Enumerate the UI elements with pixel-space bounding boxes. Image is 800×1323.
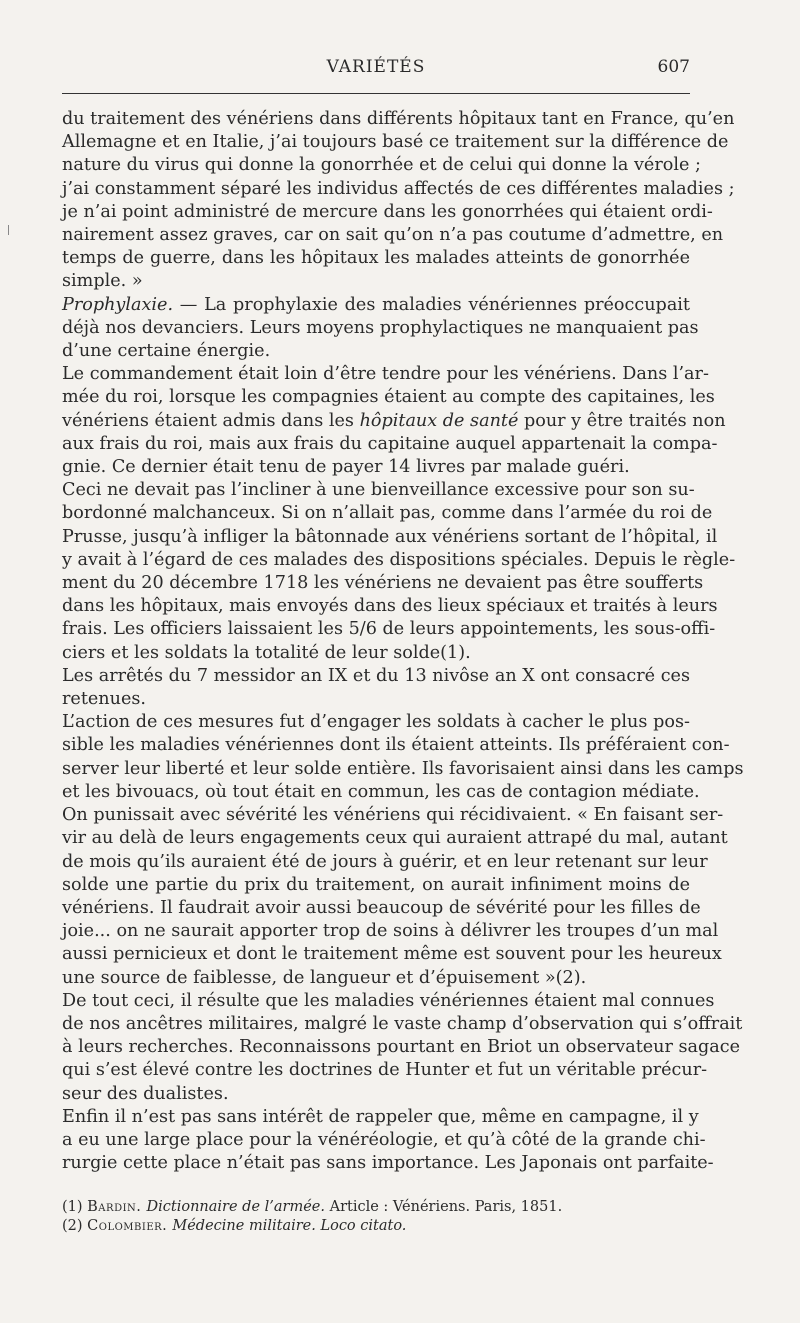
text-line: solde une partie du prix du traitement, on aurait infiniment moins de <box>62 874 690 895</box>
text-line: d’une certaine énergie. <box>62 341 271 362</box>
text-line: retenues. <box>62 689 146 710</box>
footnote-number: (2) <box>62 1218 88 1234</box>
text-line: une source de faiblesse, de langueur et d’épuisement »(2). <box>62 967 587 988</box>
text-line: On punissait avec sévérité les vénériens qui récidivaient. « En faisant ser- <box>62 805 724 826</box>
text-line: gnie. Ce dernier était tenu de payer 14 livres par malade guéri. <box>62 457 630 478</box>
text-line: nature du virus qui donne la gonorrhée et de celui qui donne la vérole ; <box>62 155 701 176</box>
footnote <box>62 1217 690 1236</box>
margin-mark <box>8 225 11 235</box>
text-line: simple. » <box>62 271 143 292</box>
text-line: y avait à l’égard de ces malades des dispositions spéciales. Depuis le règle- <box>62 549 736 570</box>
text-line <box>62 294 690 317</box>
text-line: Enfin il n’est pas sans intérêt de rappeler que, même en campagne, il y <box>62 1106 699 1127</box>
text-line: dans les hôpitaux, mais envoyés dans des lieux spéciaux et traités à leurs <box>62 596 718 617</box>
footnote-author: Colombier. <box>87 1218 173 1234</box>
text-line: déjà nos devanciers. Leurs moyens prophylactiques ne manquaient pas <box>62 317 699 338</box>
text-line: j’ai constamment séparé les individus affectés de ces différentes maladies ; <box>62 178 735 199</box>
text-line: à leurs recherches. Reconnaissons pourtant en Briot un observateur sagace <box>62 1037 741 1058</box>
body-text <box>62 108 744 1175</box>
text-line: server leur liberté et leur solde entière. Ils favorisaient ainsi dans les camps <box>62 758 744 779</box>
text-line: frais. Les officiers laissaient les 5/6 de leurs appointements, les sous-offi- <box>62 619 716 640</box>
text-line: De tout ceci, il résulte que les maladies vénériennes étaient mal connues <box>62 990 715 1011</box>
footnote-number: (1) <box>62 1199 88 1215</box>
text-line: je n’ai point administré de mercure dans les gonorrhées qui étaient ordi- <box>62 201 713 222</box>
text-line: et les bivouacs, où tout était en commun, les cas de contagion médiate. <box>62 781 700 802</box>
section-label-prophylaxie: Prophylaxie. <box>62 294 174 315</box>
text-line: du traitement des vénériens dans différents hôpitaux tant en France, qu’en <box>62 109 735 129</box>
text-line: Allemagne et en Italie, j’ai toujours basé ce traitement sur la différence de <box>62 132 729 153</box>
text-line: nairement assez graves, car on sait qu’on n’a pas coutume d’admettre, en <box>62 225 724 246</box>
text-line: Les arrêtés du 7 messidor an IX et du 13 nivôse an X ont consacré ces <box>62 665 690 686</box>
text-line: rurgie cette place n’était pas sans importance. Les Japonais ont parfaite- <box>62 1153 714 1174</box>
running-head <box>62 55 690 85</box>
italic-term: hôpitaux de santé <box>359 410 519 431</box>
text-line: mée du roi, lorsque les compagnies étaient au compte des capitaines, les <box>62 387 715 408</box>
footnote-author: Bardin. <box>87 1199 147 1215</box>
text-line: a eu une large place pour la vénéréologie, et qu’à côté de la grande chi- <box>62 1129 706 1150</box>
text-line: temps de guerre, dans les hôpitaux les malades atteints de gonorrhée <box>62 248 690 269</box>
text-fragment: — La prophylaxie des maladies vénériennes préoccupait <box>173 294 690 315</box>
text-line: sible les maladies vénériennes dont ils étaient atteints. Ils préféraient con- <box>62 735 730 756</box>
text-line: joie... on ne saurait apporter trop de soins à délivrer les troupes d’un mal <box>62 921 719 942</box>
footnote <box>62 1198 690 1217</box>
running-title: VARIÉTÉS <box>326 57 426 77</box>
text-line: vénériens. Il faudrait avoir aussi beaucoup de sévérité pour les filles de <box>62 897 701 918</box>
text-line: aux frais du roi, mais aux frais du capitaine auquel appartenait la compa- <box>62 433 718 454</box>
text-line: de nos ancêtres militaires, malgré le vaste champ d’observation qui s’offrait <box>62 1013 743 1034</box>
footnote-work: Médecine militaire. Loco citato. <box>172 1218 407 1234</box>
text-line: Prusse, jusqu’à infliger la bâtonnade aux vénériens sortant de l’hôpital, il <box>62 526 718 547</box>
text-line: aussi pernicieux et dont le traitement même est souvent pour les heureux <box>62 944 722 965</box>
text-fragment: pour y être traités non <box>518 410 726 431</box>
footnote-rest: Article : Vénériens. Paris, 1851. <box>329 1199 563 1215</box>
text-line: Ceci ne devait pas l’incliner à une bienveillance excessive pour son su- <box>62 480 695 501</box>
text-line: ciers et les soldats la totalité de leur solde(1). <box>62 642 471 663</box>
text-line: ment du 20 décembre 1718 les vénériens ne devaient pas être soufferts <box>62 573 704 594</box>
text-line: de mois qu’ils auraient été de jours à guérir, et en leur retenant sur leur <box>62 851 708 872</box>
text-line: vir au delà de leurs engagements ceux qui auraient attrapé du mal, autant <box>62 828 728 849</box>
text-line: L’action de ces mesures fut d’engager les soldats à cacher le plus pos- <box>62 712 690 733</box>
text-line: qui s’est élevé contre les doctrines de Hunter et fut un véritable précur- <box>62 1060 708 1081</box>
footnotes <box>62 1198 690 1236</box>
text-line <box>62 410 726 433</box>
text-line: bordonné malchanceux. Si on n’allait pas, comme dans l’armée du roi de <box>62 503 713 524</box>
text-fragment: vénériens étaient admis dans les <box>62 410 360 431</box>
footnote-work: Dictionnaire de l’armée. <box>146 1199 330 1215</box>
text-line: Le commandement était loin d’être tendre pour les vénériens. Dans l’ar- <box>62 364 709 385</box>
text-line: seur des dualistes. <box>62 1083 229 1104</box>
page-number: 607 <box>657 57 690 77</box>
header-rule <box>62 93 690 94</box>
